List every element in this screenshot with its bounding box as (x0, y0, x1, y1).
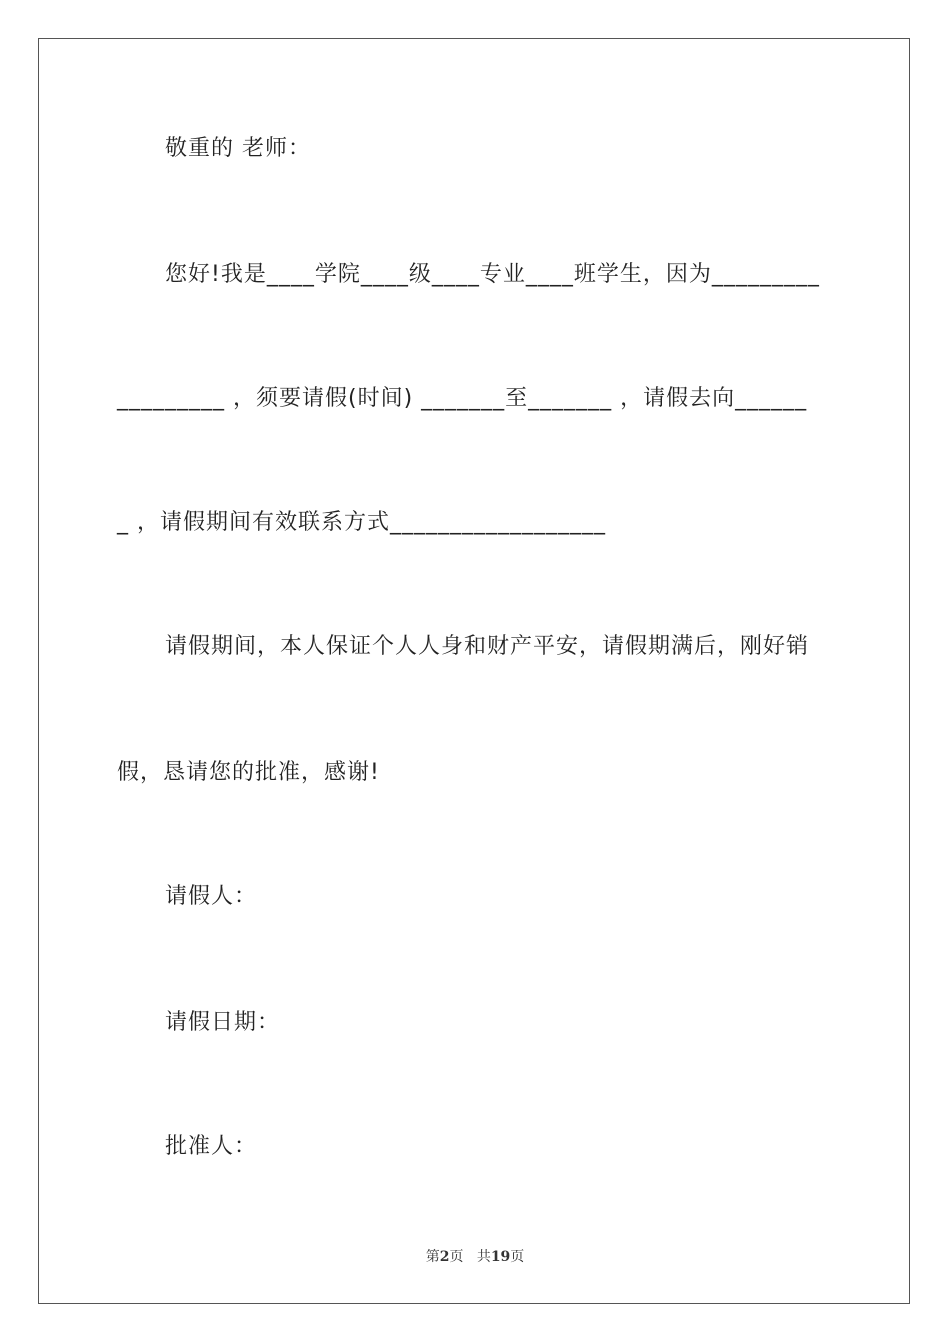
body-line-3: _ ，请假期间有效联系方式__________________ (117, 510, 606, 535)
page-border (38, 38, 910, 1304)
applicant-label: 请假人： (165, 884, 258, 909)
body-line-2: _________ ，须要请假(时间) _______至_______ ，请假去向______ (117, 386, 808, 411)
salutation: 敬重的 老师： (165, 136, 311, 161)
page-footer (0, 1247, 950, 1267)
footer-page-unit: 页 (449, 1249, 464, 1265)
body-line-4: 请假期间，本人保证个人人身和财产平安，请假期满后，刚好销 (165, 634, 810, 659)
footer-total-unit: 页 (510, 1249, 525, 1265)
footer-total-prefix: 共 (476, 1249, 491, 1265)
footer-page-prefix: 第 (425, 1249, 440, 1265)
footer-page-total: 19 (490, 1249, 511, 1265)
footer-page-current: 2 (439, 1249, 450, 1265)
body-line-1: 您好!我是____学院____级____专业____班学生，因为_________ (165, 262, 820, 287)
body-line-5: 假，恳请您的批准，感谢! (117, 760, 380, 785)
approver-label: 批准人： (165, 1134, 258, 1159)
leave-date-label: 请假日期： (165, 1010, 281, 1035)
